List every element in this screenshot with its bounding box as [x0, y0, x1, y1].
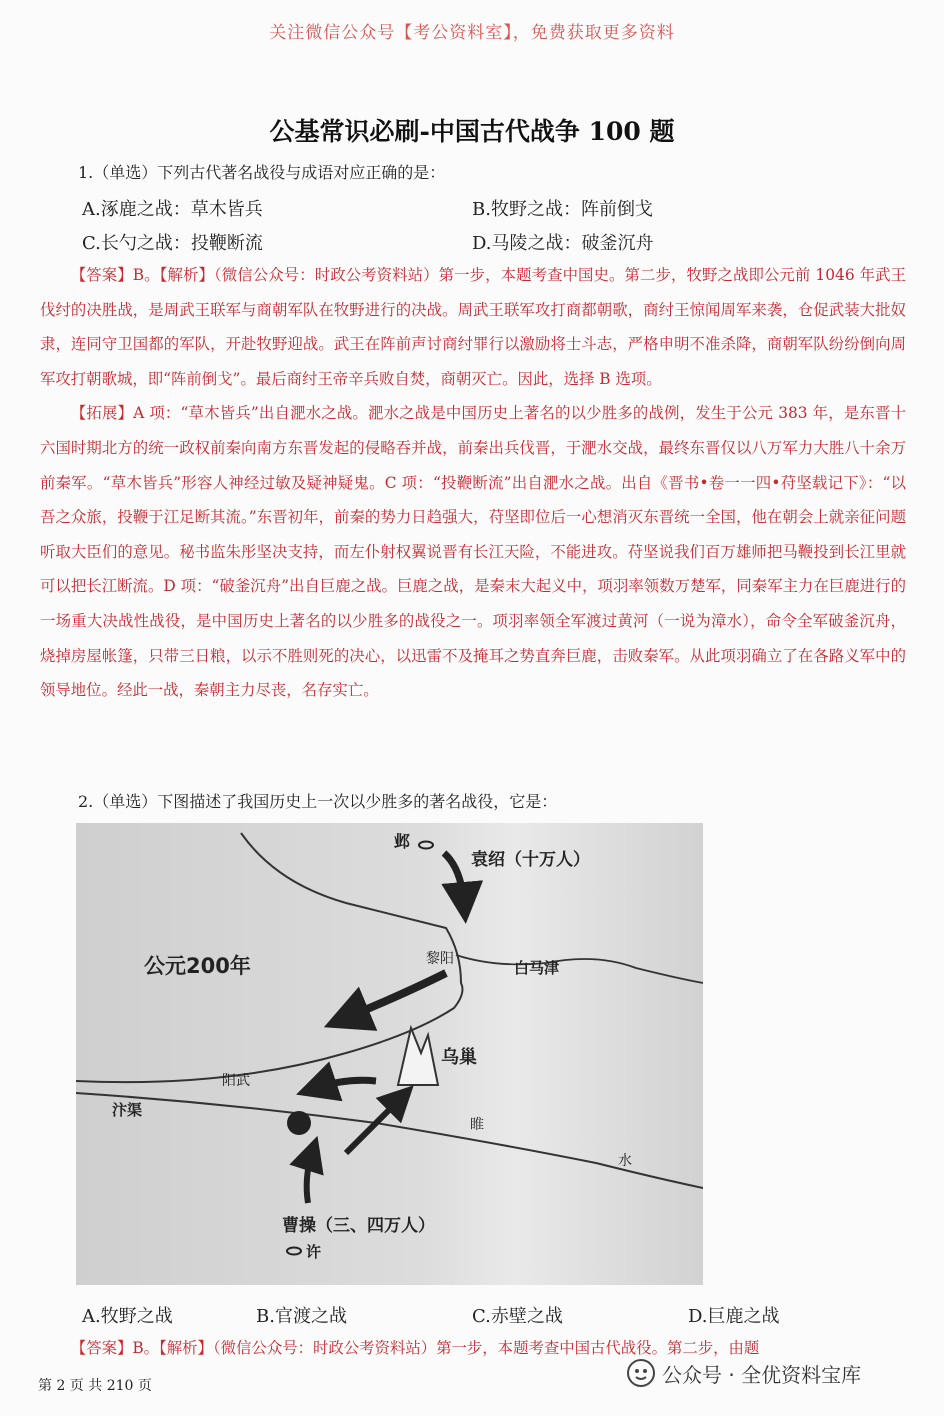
label-baimajin: 白马津	[514, 959, 560, 977]
answer-tag: 【答案】	[70, 266, 133, 284]
q2-option-c: C.赤壁之战	[472, 1306, 563, 1327]
label-wuchao: 乌巢	[441, 1047, 477, 1068]
guandu-dot-icon	[287, 1111, 311, 1135]
q2-option-d: D.巨鹿之战	[688, 1306, 780, 1327]
page-title: 公基常识必刷-中国古代战争 100 题	[269, 117, 675, 146]
label-shui: 水	[618, 1153, 632, 1169]
answer-value: B。	[132, 266, 160, 284]
question-1-stem: 1.（单选）下列古代著名战役与成语对应正确的是：	[78, 163, 446, 182]
q1-expand-paragraph	[40, 396, 906, 707]
analysis-tag: 【解析】	[159, 266, 214, 284]
battle-map	[76, 823, 703, 1285]
label-year: 公元200年	[144, 954, 251, 978]
analysis-tag: 【解析】	[159, 1339, 213, 1357]
wechat-watermark	[626, 1358, 861, 1388]
q2-option-b: B.官渡之战	[256, 1306, 347, 1327]
analysis-text: （微信公众号：时政公考资料站）第一步，本题考查中国古代战役。第二步，由题	[212, 1339, 760, 1357]
q1-option-c: C.长勺之战：投鞭断流	[82, 233, 263, 254]
promo-banner: 关注微信公众号【考公资料室】，免费获取更多资料	[269, 23, 675, 43]
battle-map-svg	[76, 823, 703, 1285]
label-cao-cao: 曹操（三、四万人）	[282, 1216, 435, 1236]
q1-explanation	[40, 258, 906, 708]
label-yangwu: 阳武	[222, 1073, 250, 1089]
expand-tag: 【拓展】	[70, 404, 134, 423]
analysis-text: （微信公众号：时政公考资料站）第一步，本题考查中国史。第二步，牧野之战即公元前 1046 年武王伐纣的决胜战，是周武王联军与商朝军队在牧野进行的决战。周武王联军攻打商都朝歌，商纣王惊闻周军来袭，仓促武装大批奴隶，连同守卫国都的军队，开赴牧野迎战。武王在阵前声讨商纣罪行以激励将士斗志，严格申明不准杀降，商朝军队纷纷倒向周军攻打朝歌城，即“阵前倒戈”。最后商纣王帝辛兵败自焚，商朝灭亡。因此，选择 B 选项。	[40, 266, 906, 388]
label-bianqu: 汴渠	[112, 1101, 143, 1119]
label-xu: 许	[306, 1243, 322, 1261]
answer-tag: 【答案】	[70, 1339, 133, 1357]
expand-text: A 项：“草木皆兵”出自淝水之战。淝水之战是中国历史上著名的以少胜多的战例，发生于公元 383 年，是东晋十六国时期北方的统一政权前秦向南方东晋发起的侵略吞并战，前秦出兵伐晋，于淝水交战，最终东晋仅以八万军力大胜八十余万前秦军。“草木皆兵”形容人神经过敏及疑神疑鬼。C 项：“投鞭断流”出自淝水之战。出自《晋书•卷一一四•苻坚载记下》：“以吾之众旅，投鞭于江足断其流。”东晋初年，前秦的势力日趋强大，苻坚即位后一心想消灭东晋统一全国，他在朝会上就亲征问题听取大臣们的意见。秘书监朱彤坚决支持，而左仆射权翼说晋有长江天险，不能进攻。苻坚说我们百万雄师把马鞭投到长江里就可以把长江断流。D 项：“破釜沉舟”出自巨鹿之战。巨鹿之战，是秦末大起义中，项羽率领数万楚军，同秦军主力在巨鹿进行的一场重大决战性战役，是中国历史上著名的以少胜多的战役之一。项羽率领全军渡过黄河（一说为漳水），命令全军破釜沉舟，烧掉房屋帐篷，只带三日粮，以示不胜则死的决心，以迅雷不及掩耳之势直奔巨鹿，击败秦军。从此项羽确立了在各路义军中的领导地位。经此一战，秦朝主力尽丧，名存实亡。	[40, 404, 906, 700]
q2-option-a: A.牧野之战	[82, 1306, 173, 1327]
q1-option-b: B.牧野之战：阵前倒戈	[472, 199, 653, 220]
wechat-icon	[626, 1358, 656, 1388]
page-number: 第 2 页 共 210 页	[38, 1378, 152, 1394]
label-liyang: 黎阳	[426, 951, 454, 967]
q1-option-a: A.涿鹿之战：草木皆兵	[82, 199, 263, 220]
label-ye: 邺	[394, 832, 411, 851]
q1-option-d: D.马陵之战：破釜沉舟	[472, 233, 654, 254]
question-2-stem: 2.（单选）下图描述了我国历史上一次以少胜多的著名战役，它是：	[78, 792, 558, 811]
watermark-text: 公众号 · 全优资料宝库	[662, 1362, 862, 1387]
answer-value: B。	[132, 1339, 160, 1357]
q1-answer-paragraph	[40, 258, 906, 396]
label-sui: 睢	[470, 1117, 484, 1133]
label-yuan-shao: 袁绍（十万人）	[471, 850, 590, 870]
